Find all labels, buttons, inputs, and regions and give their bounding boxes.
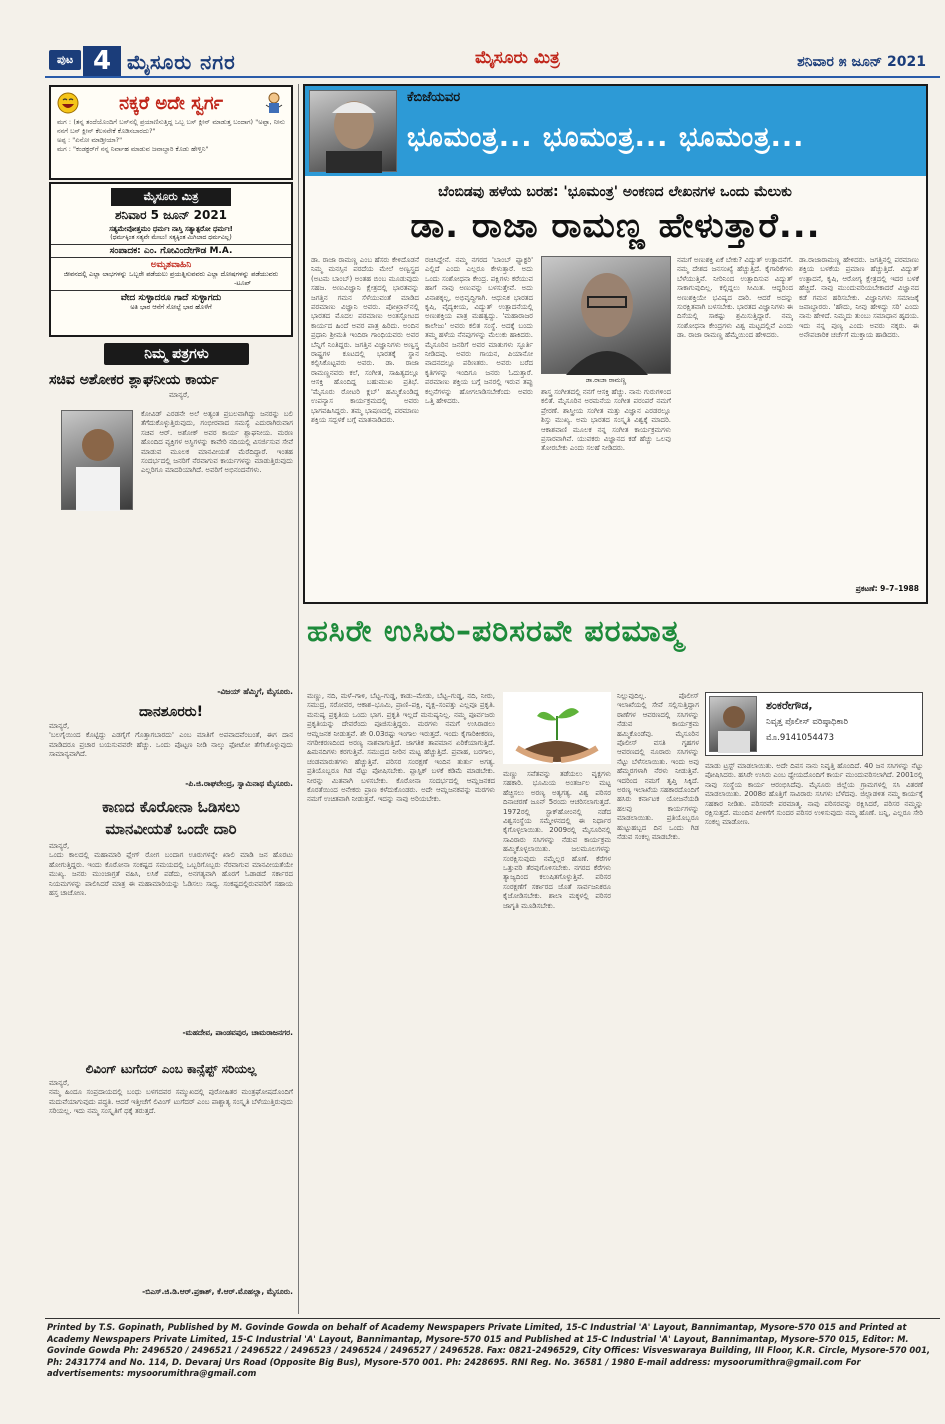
article-column: ಡಾ.ರಾಜಾರಾಮಣ್ಣ ಹೇಳಿದರು. ಜಗತ್ತಿನಲ್ಲಿ ಪರಮಾಣು ಶಕ್ತಿಯ ಬಳಕೆಯ ಪ್ರಮಾಣ ಹೆಚ್ಚುತ್ತಿದೆ. ವಿದ್ಯುತ್ ಉತ್ಪಾದನೆ, ಕೃಷಿ, ಆರೋಗ್ಯ ಕ್ಷೇತ್ರದಲ್ಲಿ ಇದರ ಬಳಕೆ ಹೆಚ್ಚಿದೆ. ನಾವು ಮುಂದುವರಿಯಬೇಕಾದರೆ ವಿಜ್ಞಾನದ ಕಡೆ ಗಮನ ಹರಿಸಬೇಕು. ವಿಜ್ಞಾನಿಗಳು ಸಮಾಜಕ್ಕೆ ಜವಾಬ್ದಾರರು. 'ಹೌದು, ನೀವು ಹೇಳಿದ್ದು ಸರಿ' ಎಂದು ನಾನು ಹೇಳಿದೆ. ನಿಮ್ಮದು ತುಂಬು ಸಮಾಧಾನ ಹೃದಯ. ಇದು ನನ್ನ ಪುಣ್ಯ ಎಂದು ಅವರು ನಕ್ಕರು. ಈ ಅನೌಪಚಾರಿಕ ಚರ್ಚೆಗೆ ಮುಕ್ತಾಯ ಹಾಡಿದರು. bbox=[799, 256, 919, 340]
column-title: ಭೂಮಂತ್ರ... ಭೂಮಂತ್ರ... ಭೂಮಂತ್ರ... bbox=[407, 122, 805, 153]
author-title: ನಿವೃತ್ತ ಪೊಲೀಸ್ ವರಿಷ್ಠಾಧಿಕಾರಿ bbox=[766, 717, 848, 727]
joke-title: ನಕ್ಕರೆ ಅದೇ ಸ್ವರ್ಗ bbox=[119, 92, 223, 114]
letter-item bbox=[49, 1062, 293, 1314]
letter-salutation: ಮಾನ್ಯರೆ, bbox=[169, 391, 190, 399]
page-date: ಶನಿವಾರ ೫ ಜೂನ್ 2021 bbox=[797, 54, 926, 70]
letter-signature: -ಮಹದೇವ, ಪಾಂಡವಪುರ, ಚಾಮರಾಜನಗರ. bbox=[182, 1028, 293, 1038]
sapling-in-hands-icon bbox=[503, 692, 611, 764]
letter-headline: ದಾನಶೂರರು! bbox=[138, 704, 204, 720]
environment-headline: ಹಸಿರೇ ಉಸಿರು–ಪರಿಸರವೇ ಪರಮಾತ್ಮ bbox=[307, 614, 683, 649]
article-kicker: ಬೆಂಬಿಡವು ಹಳೆಯ ಬರಹ: 'ಭೂಮಂತ್ರ' ಅಂಕಣದ ಲೇಖನಗಳ ಒಂದು ಮೆಲುಕು bbox=[438, 184, 792, 200]
letter-salutation: ಮಾನ್ಯರೆ, bbox=[49, 842, 70, 850]
masthead-box bbox=[49, 182, 293, 337]
article-column: ರಚಿಸಿದ್ದೇನೆ. ನಮ್ಮ ನಗರದ 'ಬಾಂಬ್ ಫ್ಯಾಕ್ಟರಿ' ಎಲ್ಲಿದೆ ಎಂದು ಎಲ್ಲರೂ ಕೇಳುತ್ತಾರೆ. ಅದು ಒಂದು ಸಂಶೋಧನಾ ಕೇಂದ್ರ. ಪಕ್ಷಿಗಳು ಕರೆಯುವ ಹಾಗೆ ನಾವು ಅಣುವನ್ನು ಬಳಸುತ್ತೇವೆ. ಅದು ವಿನಾಶಕ್ಕಲ್ಲ, ಅಭಿವೃದ್ಧಿಗಾಗಿ. ಆಧುನಿಕ ಭಾರತದ ಕೃಷಿ, ವೈದ್ಯಕೀಯ, ವಿದ್ಯುತ್ ಉತ್ಪಾದನೆಯಲ್ಲಿ ಅಣುಶಕ್ತಿಯ ಪಾತ್ರ ಮಹತ್ವದ್ದು. 'ಮಹಾರಾಜರ ಕಾಲೇಜು' ಅವರು ಕಲಿತ ಸಂಸ್ಥೆ. ಅದಕ್ಕೆ ಬಂದು ತಮ್ಮ ಹಳೆಯ ನೆನಪುಗಳನ್ನು ಮೆಲುಕು ಹಾಕಿದರು. ಮೈಸೂರಿನ ಜನರಿಗೆ ಅವರ ಮಾತುಗಳು ಸ್ಫೂರ್ತಿ ನೀಡಿದವು. ಅವರು ಗಾಯನ, ಪಿಯಾನೋ ವಾದನದಲ್ಲೂ ಪರಿಣತರು. ಅವರು ಬರೆದ ಕೃತಿಗಳನ್ನು ಇಂದಿಗೂ ಜನರು ಓದುತ್ತಾರೆ. ಪರಮಾಣು ಶಕ್ತಿಯ ಬಗ್ಗೆ ಜನರಲ್ಲಿ ಇರುವ ತಪ್ಪು ಕಲ್ಪನೆಗಳನ್ನು ಹೋಗಲಾಡಿಸಬೇಕೆಂದು ಅವರು ಒತ್ತಿ ಹೇಳಿದರು. bbox=[425, 256, 533, 406]
photo-caption: ಡಾ.ರಾಜಾ ರಾಮಣ್ಣ bbox=[585, 376, 627, 384]
article-column: ನಮಗೆ ಅಣುಶಕ್ತಿ ಏಕೆ ಬೇಕು? ವಿದ್ಯುತ್ ಉತ್ಪಾದನೆಗೆ. ನಮ್ಮ ದೇಶದ ಜನಸಂಖ್ಯೆ ಹೆಚ್ಚುತ್ತಿದೆ. ಕೈಗಾರಿಕೆಗಳು ಬೆಳೆಯುತ್ತಿವೆ. ನೀರಿನಿಂದ ಉತ್ಪಾದಿಸುವ ವಿದ್ಯುತ್ ಸಾಕಾಗುವುದಿಲ್ಲ. ಕಲ್ಲಿದ್ದಲು ಸೀಮಿತ. ಆದ್ದರಿಂದ ಅಣುಶಕ್ತಿಯೇ ಭವಿಷ್ಯದ ದಾರಿ. ಆದರೆ ಅದನ್ನು ಸುರಕ್ಷಿತವಾಗಿ ಬಳಸಬೇಕು. ಭಾರತದ ವಿಜ್ಞಾನಿಗಳು ಈ ದಿಸೆಯಲ್ಲಿ ಸಾಕಷ್ಟು ಶ್ರಮಿಸುತ್ತಿದ್ದಾರೆ. ನಮ್ಮ ಸಂಶೋಧನಾ ಕೇಂದ್ರಗಳು ವಿಶ್ವ ಮಟ್ಟದಲ್ಲಿವೆ ಎಂದು ಡಾ. ರಾಜಾ ರಾಮಣ್ಣ ಹೆಮ್ಮೆಯಿಂದ ಹೇಳಿದರು. bbox=[677, 256, 793, 340]
joke-line: ಮಗ : "ಕಂಡಕ್ಟರ್‌ಗೆ ನನ್ನ ನಿರ್ವಾಹ ಮಾಡುವ ಜವಾಬ್ದಾರಿ ಕೊಡು ಹೇಳ್ತಿನಿ" bbox=[57, 145, 209, 153]
person-icon bbox=[542, 257, 672, 375]
letter-headline: ಸಚಿವ ಅಶೋಕರ ಶ್ಲಾಘನೀಯ ಕಾರ್ಯ bbox=[49, 372, 219, 388]
published-date: ಪ್ರಕಟಣೆ: 9–7–1988 bbox=[855, 584, 919, 593]
page-number: 4 bbox=[83, 46, 121, 76]
joke-box bbox=[49, 85, 293, 180]
joke-line: ಅಪ್ಪ : "ಏನೋ ಮಾಡ್ತೀಯಾ?" bbox=[57, 136, 123, 144]
letter-signature: -ವಿಜಯ್ ಹೆಮ್ಮಿಗೆ, ಮೈಸೂರು. bbox=[217, 687, 293, 696]
sapling-photo bbox=[503, 692, 611, 764]
page-header bbox=[45, 46, 940, 78]
letter-item bbox=[49, 796, 293, 1058]
page-badge: ಪುಟ bbox=[49, 50, 81, 70]
article-headline: ಡಾ. ರಾಜಾ ರಾಮಣ್ಣ ಹೇಳುತ್ತಾರೆ... bbox=[410, 206, 821, 246]
amrutavahini-text: ಜೀವನದಲ್ಲಿ ಎಲ್ಲಾ ಲಾಭಗಳನ್ನು ಒಬ್ಬರೇ ಪಡೆಯಲು ಪ್ರಯತ್ನಿಸುವವರು ಎಲ್ಲಾ ದೋಷಗಳನ್ನು ಪಡೆಯುವರು bbox=[63, 270, 279, 278]
letter-salutation: ಮಾನ್ಯರೆ, bbox=[49, 1079, 70, 1087]
cartoon-man-icon bbox=[263, 91, 285, 115]
article-column: ಮಣ್ಣು, ನದಿ, ಮಳೆ–ಗಾಳಿ, ಬೆಟ್ಟ–ಗುಡ್ಡ, ಕಾಡು–ಮೇಡು, ಬೆಟ್ಟ–ಗುಡ್ಡ, ನದಿ, ನೀರು, ಸಮುದ್ರ, ಸರೋವರ, ಆಕಾಶ–ಭೂಮಿ, ಪ್ರಾಣಿ–ಪಕ್ಷಿ, ವೃಕ್ಷ–ಸಂಪತ್ತು ಎಲ್ಲವೂ ಪ್ರಕೃತಿ. ಮನುಷ್ಯ ಪ್ರಕೃತಿಯ ಒಂದು ಭಾಗ. ಪ್ರಕೃತಿ ಇಲ್ಲದೆ ಮನುಷ್ಯನಿಲ್ಲ. ನಮ್ಮ ಪೂರ್ವಜರು ಪ್ರಕೃತಿಯನ್ನು ದೇವರೆಂದು ಪೂಜಿಸುತ್ತಿದ್ದರು. ಮರಗಳು ನಮಗೆ ಉಸಿರಾಡಲು ಆಮ್ಲಜನಕ ನೀಡುತ್ತವೆ. ಶೇ 0.03ರಷ್ಟು ಇಂಗಾಲ ಇರುತ್ತದೆ. ಇಂದು ಕೈಗಾರಿಕೀಕರಣ, ನಗರೀಕರಣದಿಂದ ಅರಣ್ಯ ನಾಶವಾಗುತ್ತಿದೆ. ಜಾಗತಿಕ ತಾಪಮಾನ ಏರಿಕೆಯಾಗುತ್ತಿದೆ. ಹಿಮನದಿಗಳು ಕರಗುತ್ತಿವೆ. ಸಮುದ್ರದ ನೀರಿನ ಮಟ್ಟ ಹೆಚ್ಚುತ್ತಿದೆ. ಪ್ರವಾಹ, ಬರಗಾಲ, ಚಂಡಮಾರುತಗಳು ಹೆಚ್ಚುತ್ತಿವೆ. ಪರಿಸರ ಸಂರಕ್ಷಣೆ ಇಂದಿನ ತುರ್ತು ಅಗತ್ಯ. ಪ್ರತಿಯೊಬ್ಬರೂ ಗಿಡ ನೆಟ್ಟು ಪೋಷಿಸಬೇಕು. ಪ್ಲಾಸ್ಟಿಕ್ ಬಳಕೆ ಕಡಿಮೆ ಮಾಡಬೇಕು. ನೀರನ್ನು ಮಿತವಾಗಿ ಬಳಸಬೇಕು. ಕೊರೋನಾ ಸಂದರ್ಭದಲ್ಲಿ ಆಮ್ಲಜನಕದ ಕೊರತೆಯಿಂದ ಅನೇಕರು ಪ್ರಾಣ ಕಳೆದುಕೊಂಡರು. ಅದೇ ಆಮ್ಲಜನಕವನ್ನು ಮರಗಳು ನಮಗೆ ಉಚಿತವಾಗಿ ನೀಡುತ್ತವೆ. ಇದನ್ನು ನಾವು ಅರಿಯಬೇಕು. bbox=[307, 692, 495, 804]
letter-item bbox=[49, 704, 293, 792]
amrutavahini-credit: -ಟೂಪ್ bbox=[233, 279, 251, 287]
author-photo bbox=[709, 696, 757, 752]
letters-section-title: ನಿಮ್ಮ ಪತ್ರಗಳು bbox=[104, 343, 249, 365]
motto-translation: (ಧರ್ಮಕ್ಕಿಂತ ಸತ್ಯವೇ ಮೇಲು! ಸತ್ಯಕ್ಕಿಂತ ಮಿಗಿಲಾದ ಧರ್ಮವಿಲ್ಲ) bbox=[110, 234, 232, 241]
joke-line: ಮಗ : (ತನ್ನ ತಂದೆಯೊಂದಿಗೆ ಬಸ್‌ನಲ್ಲಿ ಪ್ರಯಾಣಿಸುತ್ತಿದ್ದ ಒಬ್ಬ ಬಸ್ ಕ್ಲೀನ್ ಮಾಡುತ್ತ ಬಂದಾಗ) "ಅಪ್ಪಾ, ನೀನು ನನಗೆ ಬಸ್ ಕ್ಲೀನ್ ಕೆಲಸವೇಕೆ ಕೊಡಿಸಬಾರದು?" bbox=[57, 118, 285, 135]
article-column: ಮಣ್ಣು ಸವೆತವನ್ನು ತಡೆಯಲು ವೃಕ್ಷಗಳು ಸಹಕಾರಿ. ಭೂಮಿಯ ಅಂತರ್ಜಲ ಮಟ್ಟ ಹೆಚ್ಚಿಸಲು ಅರಣ್ಯ ಅತ್ಯಗತ್ಯ. ವಿಶ್ವ ಪರಿಸರ ದಿನಾಚರಣೆ ಜೂನ್ 5ರಂದು ಆಚರಿಸಲಾಗುತ್ತದೆ. 1972ರಲ್ಲಿ ಸ್ಟಾಕ್‌ಹೋಂನಲ್ಲಿ ನಡೆದ ವಿಶ್ವಸಂಸ್ಥೆಯ ಸಮ್ಮೇಳನದಲ್ಲಿ ಈ ನಿರ್ಧಾರ ಕೈಗೊಳ್ಳಲಾಯಿತು. 2009ರಲ್ಲಿ ಮೈಸೂರಿನಲ್ಲಿ ಸಾವಿರಾರು ಸಸಿಗಳನ್ನು ನೆಡುವ ಕಾರ್ಯಕ್ರಮ ಹಮ್ಮಿಕೊಳ್ಳಲಾಯಿತು. ಜಲಮೂಲಗಳನ್ನು ಸಂರಕ್ಷಿಸುವುದು ನಮ್ಮೆಲ್ಲರ ಹೊಣೆ. ಕೆರೆಗಳ ಒತ್ತುವರಿ ತೆರವುಗೊಳಿಸಬೇಕು. ನಗರದ ಕೆರೆಗಳು ತ್ಯಾಜ್ಯದಿಂದ ಕಲುಷಿತಗೊಳ್ಳುತ್ತಿವೆ. ಪರಿಸರ ಸಂರಕ್ಷಣೆಗೆ ಸರ್ಕಾರದ ಜೊತೆ ಸಾರ್ವಜನಿಕರೂ ಕೈಜೋಡಿಸಬೇಕು. ಶಾಲಾ ಮಕ್ಕಳಲ್ಲಿ ಪರಿಸರ ಜಾಗೃತಿ ಮೂಡಿಸಬೇಕು. bbox=[503, 770, 611, 910]
author-phone: ಮೊ.9141054473 bbox=[766, 733, 835, 743]
laughing-face-icon bbox=[57, 92, 79, 114]
column-tag: ಕೆಬಿಜೆಯವರ bbox=[407, 90, 461, 105]
person-icon bbox=[310, 91, 398, 173]
letter-body: ಕೋವಿಡ್ ಎರಡನೇ ಅಲೆ ಅತ್ಯಂತ ಪ್ರಬಲವಾಗಿದ್ದು ಜನರನ್ನು ಬಲಿ ತೆಗೆದುಕೊಳ್ಳುತ್ತಿರುವುದು, ಗಂಭೀರವಾದ ಸಮಸ್ಯೆ ಎದುರಾಗಿರುವಾಗ ಸಚಿವ ಆರ್. ಅಶೋಕ್ ಅವರ ಕಾರ್ಯ ಶ್ಲಾಘನೀಯ. ಮರಣ ಹೊಂದಿದ ವ್ಯಕ್ತಿಗಳ ಅಸ್ಥಿಗಳನ್ನು ಕಾವೇರಿ ನದಿಯಲ್ಲಿ ವಿಸರ್ಜಿಸುವ ಸೇವೆ ಮಾಡುವ ಮೂಲಕ ಮಾನವೀಯತೆ ಮೆರೆದಿದ್ದಾರೆ. ಇಂತಹ ಸಂದರ್ಭದಲ್ಲಿ ಜನರಿಗೆ ನೆರವಾಗುವ ಕಾರ್ಯಗಳನ್ನು ಮಾಡುತ್ತಿರುವುದು ಎಲ್ಲರಿಗೂ ಮಾದರಿಯಾಗಿದೆ. ಅವರಿಗೆ ಅಭಿನಂದನೆಗಳು. bbox=[141, 410, 293, 475]
article-column: ನಿಲ್ಲುವುದಿಲ್ಲ. ಪೊಲೀಸ್ ಇಲಾಖೆಯಲ್ಲಿ ಸೇವೆ ಸಲ್ಲಿಸುತ್ತಿದ್ದಾಗ ಠಾಣೆಗಳ ಆವರಣದಲ್ಲಿ ಸಸಿಗಳನ್ನು ನೆಡುವ ಕಾರ್ಯಕ್ರಮ ಹಮ್ಮಿಕೊಂಡೆವು. ಮೈಸೂರಿನ ಪೊಲೀಸ್ ವಸತಿ ಗೃಹಗಳ ಆವರಣದಲ್ಲಿ ನೂರಾರು ಸಸಿಗಳನ್ನು ನೆಟ್ಟು ಬೆಳೆಸಲಾಯಿತು. ಇಂದು ಅವು ಹೆಮ್ಮರಗಳಾಗಿ ನೆರಳು ನೀಡುತ್ತಿವೆ. ಇದರಿಂದ ನಮಗೆ ತೃಪ್ತಿ ಸಿಕ್ಕಿದೆ. ಅರಣ್ಯ ಇಲಾಖೆಯ ಸಹಕಾರದೊಂದಿಗೆ ಹಸಿರು ಕರ್ನಾಟಕ ಯೋಜನೆಯಡಿ ಹಲವು ಕಾರ್ಯಗಳನ್ನು ಮಾಡಲಾಯಿತು. ಪ್ರತಿಯೊಬ್ಬರೂ ಹುಟ್ಟುಹಬ್ಬದ ದಿನ ಒಂದು ಗಿಡ ನೆಡುವ ಸಂಕಲ್ಪ ಮಾಡಬೇಕು. bbox=[617, 692, 699, 842]
author-name: ಶಂಕರೇಗೌಡ, bbox=[766, 699, 813, 712]
proverb-title: ವೇದ ಸುಳ್ಳಾದರೂ ಗಾದೆ ಸುಳ್ಳಾಗದು bbox=[51, 290, 291, 303]
ramanna-article bbox=[303, 84, 928, 604]
author-box bbox=[705, 692, 923, 756]
letter-body: ನಮ್ಮ ಹಿಂದೂ ಸಂಪ್ರದಾಯದಲ್ಲಿ ಬಂಧು ಬಳಗದವರ ಸಮ್ಮುಖದಲ್ಲಿ ಪುರೋಹಿತರ ಮಂತ್ರಘೋಷದೊಂದಿಗೆ ಮದುವೆಯಾಗುವುದು ಪದ್ಧತಿ. ಆದರೆ ಇತ್ತೀಚೆಗೆ ಲಿವಿಂಗ್ ಟುಗೆದರ್ ಎಂಬ ಪಾಶ್ಚಾತ್ಯ ಸಂಸ್ಕೃತಿ ಬೆಳೆಯುತ್ತಿರುವುದು ಸರಿಯಲ್ಲ. ಇದು ನಮ್ಮ ಸಂಸ್ಕೃತಿಗೆ ಧಕ್ಕೆ ತರುತ್ತದೆ. bbox=[49, 1088, 293, 1116]
masthead-logo: ಮೈಸೂರು ಮಿತ್ರ bbox=[111, 188, 231, 206]
footer-rule bbox=[45, 1318, 940, 1319]
ramanna-photo bbox=[541, 256, 671, 374]
joke-text bbox=[57, 118, 285, 154]
article-column: ಶಾಸ್ತ್ರ ಸಂಗೀತದಲ್ಲಿ ನನಗೆ ಆಸಕ್ತಿ ಹೆಚ್ಚು. ನಾನು ಗುರುಗಳಿಂದ ಕಲಿತೆ. ಮೈಸೂರಿನ ಅರಮನೆಯ ಸಂಗೀತ ಪರಂಪರೆ ನಮಗೆ ಪ್ರೇರಣೆ. ಶಾಸ್ತ್ರೀಯ ಸಂಗೀತ ಮತ್ತು ವಿಜ್ಞಾನ ಎರಡರಲ್ಲೂ ಶಿಸ್ತು ಮುಖ್ಯ. ಅಮ ಭಾರತದ ಸಂಸ್ಕೃತಿ ವಿಶ್ವಕ್ಕೆ ಮಾದರಿ. ಆಕಾಶವಾಣಿ ಮೂಲಕ ನನ್ನ ಸಂಗೀತ ಕಾರ್ಯಕ್ರಮಗಳು ಪ್ರಸಾರವಾಗಿವೆ. ಯುವಕರು ವಿಜ್ಞಾನದ ಕಡೆ ಹೆಚ್ಚು ಒಲವು ತೋರಬೇಕು ಎಂದು ಸಲಹೆ ನೀಡಿದರು. bbox=[541, 388, 671, 453]
motto-line: ಸತ್ಯಮೇವೋತ್ತಮಂ ಧರ್ಮಃ ನಾಸ್ತಿ ಸತ್ಯಾತ್ಪರೋ ಧರ್ಮಃ! bbox=[109, 225, 233, 233]
imprint-footer: Printed by T.S. Gopinath, Published by M. Govinde Gowda on behalf of Academy Newspapers Private Limited, 15-C Industrial 'A' Layout, Bannimantap, Mysore-570 015 and Printed at Academy Newspapers Private Limited, 15-C Industrial 'A' Layout, Bannimantap, Mysore-570 015 and Published at 15-C Industrial 'A' Layout, Bannimantap, Mysore-570 015, Editor: M. Govinde Gowda Ph: 2496520 / 2496521 / 2496522 / 2496523 / 2496524 / 2496527 / 2496528. Fax: 0821-2496529, City Offices: Visveswaraya Building, III Floor, K.R. Circle, Mysore-570 001, Ph: 2431774 and No. 114, D. Devaraj Urs Road (Opposite Big Bus), Mysore-570 001. Ph: 2428695. RNI Reg. No. 36581 / 1980 E-mail address: mysoorumithra@gmail.com For advertisements: mysoorumithra@gmail.com bbox=[47, 1322, 931, 1379]
column-divider bbox=[298, 84, 299, 1314]
section-title: ಮೈಸೂರು ನಗರ bbox=[127, 50, 236, 74]
person-icon bbox=[710, 697, 758, 753]
letter-signature: -ಪಿ.ಜಿ.ರಾಘವೇಂದ್ರ, ಸ್ವಾಮಿನಾಥ ಮೈಸೂರು. bbox=[185, 779, 293, 789]
environment-article bbox=[303, 612, 928, 1315]
editor-name: ಸಂಪಾದಕ: ಎಂ. ಗೋವಿಂದೇಗೌಡ M.A. bbox=[51, 244, 291, 258]
letter-item bbox=[49, 372, 293, 697]
letter-body: ಒಂದು ಕಾಲದಲ್ಲಿ ಮಹಾಮಾರಿ ಪ್ಲೇಗ್ ರೋಗ ಬಂದಾಗ ಊರುಗಳನ್ನೇ ಖಾಲಿ ಮಾಡಿ ಜನ ಹೊರಟು ಹೋಗುತ್ತಿದ್ದರು. ಇಂದು ಕೊರೋನಾ ಸಂಕಷ್ಟದ ಸಮಯದಲ್ಲಿ ಒಬ್ಬರಿಗೊಬ್ಬರು ನೆರವಾಗುವ ಮಾನವೀಯತೆಯೇ ಮುಖ್ಯ. ಜನರು ಮುಂಜಾಗ್ರತೆ ವಹಿಸಿ, ಲಸಿಕೆ ಪಡೆದು, ಅನಗತ್ಯವಾಗಿ ಹೊರಗೆ ಓಡಾಡದೆ ಸರ್ಕಾರದ ನಿಯಮಗಳನ್ನು ಪಾಲಿಸಿದರೆ ಮಾತ್ರ ಈ ಮಹಾಮಾರಿಯನ್ನು ಓಡಿಸಲು ಸಾಧ್ಯ. ಸಂಕಷ್ಟದಲ್ಲಿರುವವರಿಗೆ ಸಹಾಯ ಹಸ್ತ ಚಾಚೋಣ. bbox=[49, 851, 293, 898]
amrutavahini-title: ಅಮೃತವಾಹಿನಿ bbox=[150, 260, 192, 270]
article-column: ಮಾಡು ಟ್ರಸ್ಟ್ ಮಾಡಲಾಯಿತು. ಅದೇ ದಿವಸ ನಾನು ನಿವೃತ್ತಿ ಹೊಂದಿದೆ. 40 ಜನ ಸಸಿಗಳನ್ನು ನೆಟ್ಟು ಪೋಷಿಸಿದರು. ಹಸಿರೇ ಉಸಿರು ಎಂಬ ಧ್ಯೇಯದೊಂದಿಗೆ ಕಾರ್ಯ ಮುಂದುವರಿಸಲಾಗಿದೆ. 2001ರಲ್ಲಿ ನಾವು ಸಂಸ್ಥೆಯ ಕಾರ್ಯ ಆರಂಭಿಸಿದೆವು. ಮೈಸೂರು ಜಿಲ್ಲೆಯ ಗ್ರಾಮಗಳಲ್ಲಿ ಸಸಿ ವಿತರಣೆ ಮಾಡಲಾಯಿತು. 2008ರ ಹೊತ್ತಿಗೆ ಸಾವಿರಾರು ಸಸಿಗಳು ಬೆಳೆದವು. ಜಿಲ್ಲಾಡಳಿತ ನಮ್ಮ ಕಾರ್ಯಕ್ಕೆ ಸಹಕಾರ ನೀಡಿತು. ಪರಿಸರವೇ ಪರಮಾತ್ಮ. ನಾವು ಪರಿಸರವನ್ನು ರಕ್ಷಿಸಿದರೆ, ಪರಿಸರ ನಮ್ಮನ್ನು ರಕ್ಷಿಸುತ್ತದೆ. ಮುಂದಿನ ಪೀಳಿಗೆಗೆ ಸುಂದರ ಪರಿಸರ ಉಳಿಸುವುದು ನಮ್ಮ ಹೊಣೆ. ಬನ್ನಿ, ಎಲ್ಲರೂ ಸೇರಿ ಸಂಕಲ್ಪ ಮಾಡೋಣ. bbox=[705, 762, 923, 827]
letter-signature: -ಬಿಎಸ್.ಜಿ.ಡಿ.ಆರ್.ಪ್ರಕಾಶ್, ಕೆ.ಆರ್.ಮೊಹಲ್ಲಾ, ಮೈಸೂರು. bbox=[142, 1287, 293, 1297]
proverb-text: ಅತಿ ಭಾರ ಆನೆಗೆ ಸೋಲ್ಪೆ ಭಾರ ಹೊಳೆಗೆ bbox=[130, 303, 212, 311]
masthead: ಮೈಸೂರು ಮಿತ್ರ bbox=[475, 48, 560, 68]
masthead-date: ಶನಿವಾರ 5 ಜೂನ್ 2021 bbox=[114, 208, 228, 222]
letter-body: 'ಬಲಗೈಯಿಂದ ಕೊಟ್ಟಿದ್ದು ಎಡಗೈಗೆ ಗೊತ್ತಾಗಬಾರದು' ಎಂಬ ಮಾತಿಗೆ ಅಪವಾದವೆಂಬಂತೆ, ಈಗ ದಾನ ಮಾಡಿದರೂ ಪ್ರಚಾರ ಬಯಸುವವರೇ ಹೆಚ್ಚು. ಒಂದು ಪೊಟ್ಟಣ ನೀಡಿ ನಾಲ್ಕು ಫೋಟೋ ತೆಗೆಸಿಕೊಳ್ಳುವುದು ಸಾಮಾನ್ಯವಾಗಿದೆ. bbox=[49, 731, 293, 759]
columnist-photo bbox=[309, 90, 397, 172]
letter-headline: ಕಾಣದ ಕೊರೋನಾ ಓಡಿಸಲು ಮಾನವೀಯತೆ ಒಂದೇ ದಾರಿ bbox=[102, 798, 240, 838]
article-column: ಡಾ. ರಾಜಾ ರಾಮಣ್ಣ ಎಂಬ ಹೆಸರು ಕೇಳಿದೊಡನೆ ನಿಮ್ಮ ಮನಸ್ಸಿನ ಪರದೆಯ ಮೇಲೆ ಅಣ್ವಸ್ತ್ರದ (ಅಟಮ ಬಾಂಬ್) ಅಂತಹ ಬಿಂಬ ಮೂಡುವುದು ಸಹಜ. ಅಣುವಿಜ್ಞಾನಿ ಕ್ಷೇತ್ರದಲ್ಲಿ ಭಾರತವನ್ನು ಜಗತ್ತಿನ ಗಮನ ಸೆಳೆಯುವಂತೆ ಮಾಡಿದ ಪರಮಾಣು ವಿಜ್ಞಾನಿ ಅವರು. ಪೋಖ್ರಾನ್‌ನಲ್ಲಿ ಭಾರತದ ಮೊದಲ ಪರಮಾಣು ಅಂತಸ್ಫೋಟದ ಕಾರ್ಯದ ಹಿಂದೆ ಅವರ ಪಾತ್ರ ಹಿರಿದು. ಅಂದಿನ ಪ್ರಧಾನಿ ಶ್ರೀಮತಿ ಇಂದಿರಾ ಗಾಂಧಿಯವರು ಅವರ ಬೆನ್ನಿಗೆ ನಿಂತಿದ್ದರು. ಜಗತ್ತಿನ ವಿಜ್ಞಾನಿಗಳು ಅಣ್ವಸ್ತ್ರ ರಾಷ್ಟ್ರಗಳ ಕೂಟದಲ್ಲಿ ಭಾರತಕ್ಕೆ ಸ್ಥಾನ ಕಲ್ಪಿಸಿಕೊಟ್ಟವರು ಅವರು. ಡಾ. ರಾಜಾ ರಾಮಣ್ಣನವರು ಕಲೆ, ಸಂಗೀತ, ಸಾಹಿತ್ಯದಲ್ಲೂ ಆಸಕ್ತಿ ಹೊಂದಿದ್ದ ಬಹುಮುಖ ಪ್ರತಿಭೆ. 'ಮೈಸೂರು ರೋಟರಿ ಕ್ಲಬ್' ಹಮ್ಮಿಕೊಂಡಿದ್ದ ಉಪನ್ಯಾಸ ಕಾರ್ಯಕ್ರಮದಲ್ಲಿ ಅವರು ಭಾಗವಹಿಸಿದ್ದರು. ತಮ್ಮ ಭಾಷಣದಲ್ಲಿ ಪರಮಾಣು ಶಕ್ತಿಯ ಸದ್ಬಳಕೆ ಬಗ್ಗೆ ಮಾತನಾಡಿದರು. bbox=[311, 256, 419, 424]
letter-salutation: ಮಾನ್ಯರೆ, bbox=[49, 722, 70, 730]
letter-headline: ಲಿವಿಂಗ್ ಟುಗೆದರ್ ಎಂಬ ಕಾನ್ಸೆಪ್ಟ್ ಸರಿಯಲ್ಲ bbox=[85, 1062, 257, 1076]
